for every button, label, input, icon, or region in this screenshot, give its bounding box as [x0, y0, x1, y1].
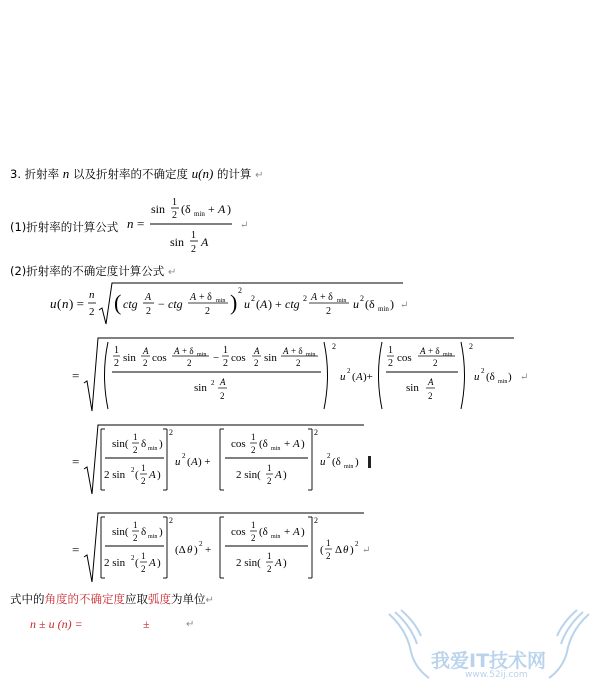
svg-text:1: 1 [141, 551, 146, 561]
svg-text:2: 2 [326, 306, 331, 317]
svg-text:(: ( [114, 290, 122, 315]
svg-text:2: 2 [314, 516, 318, 525]
svg-text:−: − [158, 297, 165, 311]
svg-text:n: n [89, 289, 95, 301]
svg-text:(: ( [320, 544, 324, 556]
svg-text:↵: ↵ [240, 220, 249, 231]
svg-text:ctg: ctg [285, 297, 300, 311]
svg-text:): ) [230, 290, 238, 315]
svg-text:+: + [205, 544, 212, 556]
refractive-index-formula [124, 192, 254, 260]
note-mid: 应取 [125, 592, 148, 606]
svg-text:↵: ↵ [520, 372, 529, 383]
svg-text:1: 1 [114, 345, 119, 356]
svg-text:): ) [508, 371, 512, 383]
note-radian: 弧度 [148, 592, 171, 606]
svg-text:2: 2 [388, 358, 393, 369]
svg-text:2: 2 [254, 358, 259, 368]
svg-text:δ: δ [141, 438, 147, 450]
svg-text:+ δ: + δ [291, 346, 303, 356]
svg-text:A: A [293, 526, 300, 538]
svg-text:): ) [227, 202, 231, 216]
svg-text:2: 2 [433, 358, 438, 368]
svg-text:n: n [127, 216, 134, 231]
svg-text:δ: δ [141, 526, 147, 538]
result-expression: n ± u (n) = [30, 617, 83, 631]
svg-text:−: − [213, 352, 220, 364]
svg-text:min: min [498, 379, 508, 385]
svg-text:2: 2 [251, 445, 256, 455]
svg-text:2: 2 [131, 466, 135, 474]
svg-text:): ) [390, 297, 394, 311]
svg-text:=: = [72, 542, 80, 557]
svg-text:min: min [197, 352, 207, 358]
svg-text:(δ: (δ [259, 438, 268, 450]
heading-prefix: 3. 折射率 [10, 167, 60, 181]
svg-text:2: 2 [205, 306, 210, 317]
svg-text:A: A [190, 292, 197, 303]
svg-text:sin: sin [123, 352, 136, 364]
svg-text:ctg: ctg [123, 297, 138, 311]
svg-text:2: 2 [296, 358, 301, 368]
svg-text:+: + [208, 202, 215, 216]
svg-text:min: min [148, 446, 158, 452]
svg-text:u: u [353, 297, 359, 311]
watermark-url: www.52ij.com [465, 670, 528, 680]
svg-text:min: min [271, 446, 281, 452]
svg-text:cos: cos [231, 438, 246, 450]
svg-text:1: 1 [326, 538, 331, 548]
svg-text:2: 2 [141, 564, 146, 574]
svg-text:min: min [344, 464, 354, 470]
svg-text:)+: )+ [363, 371, 373, 383]
svg-text:min: min [271, 534, 281, 540]
svg-text:1: 1 [267, 551, 272, 561]
svg-text:A: A [428, 377, 434, 387]
svg-text:A: A [149, 557, 156, 569]
svg-text:2: 2 [267, 564, 272, 574]
svg-text:) +: ) + [198, 456, 211, 468]
svg-text:) =: ) = [69, 296, 84, 311]
svg-text:min: min [306, 352, 316, 358]
svg-text:u: u [340, 371, 346, 383]
svg-text:1: 1 [251, 520, 256, 530]
svg-text:1: 1 [133, 520, 138, 530]
svg-text:2: 2 [191, 244, 196, 255]
paragraph-mark: ↵ [167, 267, 177, 278]
svg-text:A: A [311, 292, 318, 303]
svg-text:sin(: sin( [112, 438, 129, 450]
svg-text:(δ: (δ [332, 456, 341, 468]
svg-text:A: A [191, 456, 198, 468]
svg-text:2: 2 [267, 476, 272, 486]
svg-text:2: 2 [182, 452, 186, 460]
svg-text:2: 2 [428, 391, 433, 401]
svg-text:): ) [157, 557, 161, 569]
svg-text:cos: cos [231, 352, 246, 364]
svg-text:=: = [72, 454, 80, 469]
svg-text:A: A [356, 371, 363, 383]
svg-text:): ) [301, 438, 305, 450]
svg-text:θ: θ [343, 544, 349, 556]
uncertainty-formula-line4 [68, 510, 388, 586]
svg-text:u: u [244, 297, 250, 311]
svg-text:2: 2 [169, 516, 173, 525]
svg-text:1: 1 [267, 463, 272, 473]
svg-text:min: min [194, 210, 205, 218]
svg-text:2: 2 [332, 342, 336, 351]
svg-text:2: 2 [238, 286, 242, 295]
svg-text:+: + [284, 438, 291, 450]
svg-text:A: A [275, 469, 282, 481]
svg-text:u: u [474, 371, 480, 383]
svg-text:sin(: sin( [112, 526, 129, 538]
note-suffix: 为单位 [171, 592, 206, 606]
svg-text:(: ( [135, 557, 139, 569]
section-heading [10, 166, 263, 182]
svg-text:(: ( [57, 296, 62, 311]
svg-text:n: n [62, 296, 69, 311]
svg-text:) +: ) + [268, 297, 282, 311]
svg-text:min: min [443, 352, 453, 358]
svg-text:(δ: (δ [365, 297, 375, 311]
svg-text:(: ( [256, 297, 260, 311]
svg-text:ctg: ctg [168, 297, 183, 311]
svg-text:2: 2 [220, 391, 225, 401]
svg-text:): ) [157, 469, 161, 481]
svg-text:u: u [50, 296, 57, 311]
svg-text:2: 2 [172, 210, 177, 221]
svg-text:1: 1 [388, 345, 393, 356]
svg-text:): ) [283, 557, 287, 569]
heading-suffix: 的计算 [216, 167, 252, 181]
svg-text:): ) [301, 526, 305, 538]
paragraph-mark: ↵ [255, 170, 264, 181]
svg-text:min: min [148, 534, 158, 540]
site-watermark [385, 608, 600, 686]
svg-text:A: A [260, 297, 268, 311]
svg-text:2: 2 [481, 367, 485, 375]
svg-text:u: u [175, 456, 181, 468]
uncertainty-formula-line3 [68, 422, 388, 498]
svg-text:A: A [283, 346, 289, 356]
svg-text:2: 2 [251, 294, 255, 303]
svg-text:2: 2 [303, 294, 307, 303]
svg-text:2 sin(: 2 sin( [236, 469, 261, 481]
svg-text:2: 2 [141, 476, 146, 486]
svg-text:A: A [145, 292, 152, 303]
svg-text:Δ: Δ [335, 544, 343, 556]
item2-label [10, 263, 176, 279]
svg-text:1: 1 [141, 463, 146, 473]
svg-text:2: 2 [314, 428, 318, 437]
svg-text:2: 2 [187, 358, 192, 368]
svg-text:2: 2 [114, 358, 119, 369]
svg-text:(δ: (δ [486, 371, 495, 383]
svg-text:2 sin(: 2 sin( [236, 557, 261, 569]
item1-label: (1)折射率的计算公式 [10, 220, 119, 234]
svg-text:A: A [293, 438, 300, 450]
svg-text:=: = [72, 368, 80, 383]
svg-text:2: 2 [211, 379, 215, 387]
svg-text:A: A [143, 346, 149, 356]
svg-text:A: A [275, 557, 282, 569]
svg-text:2 sin: 2 sin [104, 557, 126, 569]
svg-text:(Δ: (Δ [175, 544, 186, 556]
svg-text:cos: cos [397, 352, 412, 364]
svg-text:sin: sin [170, 235, 185, 249]
svg-text:A: A [174, 346, 180, 356]
svg-text:2: 2 [327, 452, 331, 460]
svg-text:(δ: (δ [181, 202, 191, 216]
svg-text:2 sin: 2 sin [104, 469, 126, 481]
svg-text:): ) [350, 544, 354, 556]
svg-text:min: min [216, 298, 226, 304]
svg-text:(: ( [135, 469, 139, 481]
svg-text:A: A [149, 469, 156, 481]
svg-text:+ δ: + δ [199, 292, 212, 303]
note-angle-uncertainty: 角度的不确定度 [44, 592, 125, 606]
uncertainty-formula-line2 [68, 335, 538, 415]
svg-text:2: 2 [89, 306, 95, 318]
svg-text:2: 2 [251, 533, 256, 543]
svg-text:sin: sin [406, 382, 419, 394]
svg-text:↵: ↵ [362, 545, 371, 556]
svg-text:(: ( [352, 371, 356, 383]
svg-text:2: 2 [169, 428, 173, 437]
svg-text:2: 2 [326, 551, 331, 561]
svg-text:+ δ: + δ [320, 292, 333, 303]
svg-text:): ) [159, 526, 163, 538]
svg-text:A: A [218, 202, 226, 216]
paragraph-mark: ↵ [186, 619, 195, 630]
svg-text:+: + [284, 526, 291, 538]
svg-text:↵: ↵ [400, 300, 409, 311]
watermark-brand: 我爱IT技术网 [431, 650, 547, 672]
svg-text:1: 1 [133, 432, 138, 442]
svg-text:sin: sin [194, 382, 207, 394]
unit-note [10, 591, 214, 607]
svg-text:2: 2 [143, 358, 148, 368]
svg-text:2: 2 [131, 554, 135, 562]
result-pm: ± [143, 617, 150, 631]
svg-text:min: min [337, 298, 347, 304]
svg-text:+ δ: + δ [428, 346, 440, 356]
heading-var-n: n [62, 166, 70, 181]
svg-text:): ) [283, 469, 287, 481]
paragraph-mark: ↵ [205, 595, 214, 606]
heading-var-un: u(n) [191, 166, 214, 181]
note-prefix: 式中的 [10, 592, 45, 606]
svg-text:A: A [201, 235, 209, 249]
item2-label-text: (2)折射率的不确定度计算公式 [10, 264, 165, 278]
svg-text:1: 1 [223, 345, 228, 356]
svg-text:1: 1 [191, 230, 196, 241]
svg-text:2: 2 [469, 342, 473, 351]
svg-text:2: 2 [199, 540, 203, 548]
svg-text:θ: θ [187, 544, 193, 556]
svg-text:2: 2 [133, 533, 138, 543]
svg-text:min: min [378, 305, 389, 313]
svg-text:2: 2 [133, 445, 138, 455]
svg-text:A: A [420, 346, 426, 356]
svg-text:A: A [220, 377, 226, 387]
svg-text:1: 1 [251, 432, 256, 442]
svg-text:1: 1 [172, 197, 177, 208]
svg-text:2: 2 [223, 358, 228, 369]
svg-text:2: 2 [146, 306, 151, 317]
svg-text:sin: sin [151, 202, 166, 216]
uncertainty-formula-line1 [48, 280, 418, 330]
heading-middle: 以及折射率的不确定度 [72, 167, 188, 181]
svg-text:2: 2 [360, 294, 364, 303]
svg-text:=: = [137, 216, 145, 231]
svg-text:): ) [194, 544, 198, 556]
svg-text:2: 2 [355, 540, 359, 548]
svg-text:sin: sin [264, 352, 277, 364]
svg-text:cos: cos [152, 352, 167, 364]
svg-text:A: A [254, 346, 260, 356]
svg-text:cos: cos [231, 526, 246, 538]
svg-text:(: ( [187, 456, 191, 468]
svg-text:2: 2 [347, 367, 351, 375]
svg-text:): ) [159, 438, 163, 450]
svg-text:+ δ: + δ [182, 346, 194, 356]
svg-text:u: u [320, 456, 326, 468]
svg-text:(δ: (δ [259, 526, 268, 538]
svg-text:): ) [355, 456, 359, 468]
